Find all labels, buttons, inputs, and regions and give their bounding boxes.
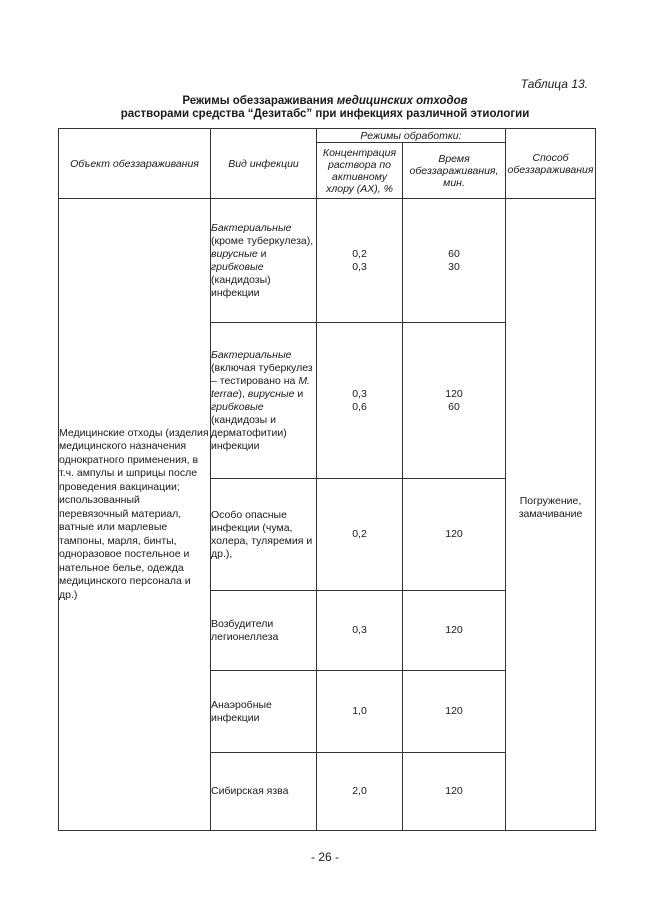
concentration-cell: 1,0 [317, 671, 403, 753]
header-infection: Вид инфекции [211, 129, 317, 199]
concentration-cell: 2,0 [317, 753, 403, 831]
infection-text: Бактериальные [211, 348, 292, 361]
table-title-line1 [0, 95, 650, 107]
infection-text: грибковые [211, 400, 264, 413]
infection-cell [211, 323, 317, 479]
method-cell [506, 199, 596, 831]
concentration-value: 0,2 [352, 247, 367, 260]
infection-text: (кандидозы и дерматофитии) инфекции [211, 413, 287, 452]
header-method: Способ обеззараживания [506, 129, 596, 199]
infection-text: и [294, 387, 304, 400]
infection-cell: Особо опасные инфекции (чума, холера, туляремия и др.), [211, 479, 317, 591]
title-prefix: Режимы обеззараживания [182, 95, 337, 107]
infection-text: Бактериальные [211, 221, 292, 234]
time-value: 30 [448, 260, 460, 273]
title-italic: медицинских отходов [336, 95, 468, 107]
header-object: Объект обеззараживания [59, 129, 211, 199]
time-cell: 120 [403, 479, 506, 591]
table-title-line2: растворами средства “Дезитабс” при инфекциях различной этиологии [120, 108, 530, 120]
infection-text: вирусные [247, 387, 295, 400]
concentration-cell [317, 199, 403, 323]
time-cell [403, 323, 506, 479]
infection-text: (кроме туберкулеза), [211, 234, 314, 247]
page-number: - 26 - [310, 850, 339, 864]
concentration-value: 0,6 [352, 400, 367, 413]
table-row [59, 199, 596, 323]
time-cell: 120 [403, 591, 506, 671]
object-cell: Медицинские отходы (изделия медицинского назначения однократного применения, в т.ч. ампулы и шприцы после проведения вакцинации; использованный перевязочный материал, ватные или марлевые тампоны, марля, бинты, одноразовое постельное и нательное белье, одежда медицинского персонала и др.) [59, 199, 211, 831]
infection-text: M. terrae [211, 374, 310, 400]
time-value: 60 [448, 247, 460, 260]
infection-text: грибковые [211, 260, 264, 273]
infection-cell [211, 199, 317, 323]
infection-text: и [257, 247, 267, 260]
infection-cell: Анаэробные инфекции [211, 671, 317, 753]
method-text: Погружение, замачивание [518, 495, 583, 520]
header-concentration: Концентрация раствора по активному хлору (АХ), % [317, 143, 403, 199]
header-modes-group: Режимы обработки: [317, 129, 506, 143]
infection-cell: Сибирская язва [211, 753, 317, 831]
disinfection-table [58, 128, 596, 831]
infection-text: вирусные [211, 247, 258, 260]
time-cell: 120 [403, 671, 506, 753]
infection-text: (кандидозы) инфекции [211, 273, 271, 299]
time-value: 60 [448, 400, 460, 413]
time-value: 120 [445, 387, 463, 400]
concentration-cell [317, 323, 403, 479]
infection-text: (включая туберкулез – тестировано на [211, 361, 313, 387]
time-cell [403, 199, 506, 323]
concentration-value: 0,3 [352, 387, 367, 400]
header-time: Время обеззараживания, мин. [403, 143, 506, 199]
concentration-cell: 0,3 [317, 591, 403, 671]
infection-text: ), [238, 387, 248, 400]
time-cell: 120 [403, 753, 506, 831]
table-number-label: Таблица 13. [520, 77, 588, 91]
concentration-value: 0,3 [352, 260, 367, 273]
infection-cell: Возбудители легионеллеза [211, 591, 317, 671]
concentration-cell: 0,2 [317, 479, 403, 591]
